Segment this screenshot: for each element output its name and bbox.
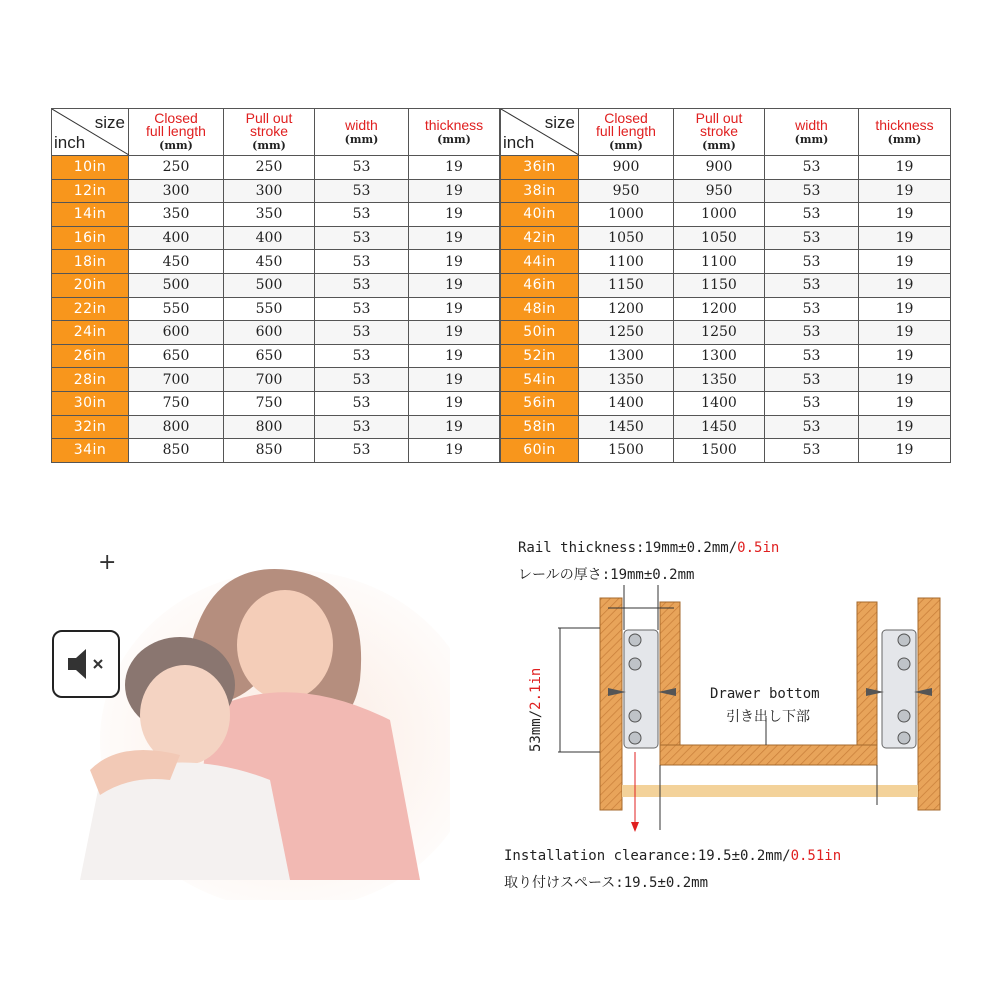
width-cell: 53 xyxy=(765,415,859,439)
pullout-stroke-cell: 1150 xyxy=(674,273,765,297)
header-thickness xyxy=(859,109,951,156)
width-cell: 53 xyxy=(765,273,859,297)
header-unit: (mm) xyxy=(344,132,379,146)
closed-length-cell: 250 xyxy=(129,156,224,180)
width-cell: 53 xyxy=(765,297,859,321)
inch-cell: 38in xyxy=(501,179,579,203)
thickness-cell: 19 xyxy=(409,439,500,463)
inch-cell: 56in xyxy=(501,391,579,415)
closed-length-cell: 950 xyxy=(579,179,674,203)
closed-length-cell: 500 xyxy=(129,273,224,297)
table-row xyxy=(52,415,500,439)
width-cell: 53 xyxy=(765,391,859,415)
thickness-cell: 19 xyxy=(409,156,500,180)
family-photo xyxy=(60,540,450,900)
table-row xyxy=(501,203,951,227)
pullout-stroke-cell: 950 xyxy=(674,179,765,203)
table-header-row xyxy=(52,109,500,156)
closed-length-cell: 1000 xyxy=(579,203,674,227)
header-pullout xyxy=(674,109,765,156)
corner-size-label: size xyxy=(94,113,125,132)
thickness-cell: 19 xyxy=(409,273,500,297)
closed-length-cell: 700 xyxy=(129,368,224,392)
closed-length-cell: 1250 xyxy=(579,321,674,345)
width-cell: 53 xyxy=(765,368,859,392)
table-row xyxy=(501,321,951,345)
thickness-cell: 19 xyxy=(409,297,500,321)
size-table-right xyxy=(500,108,951,463)
corner-inch-label: inch xyxy=(503,133,535,152)
inch-cell: 42in xyxy=(501,226,579,250)
pullout-stroke-cell: 450 xyxy=(224,250,315,274)
header-unit: (mm) xyxy=(887,132,922,146)
header-width-label: width xyxy=(345,116,378,133)
pullout-stroke-cell: 1450 xyxy=(674,415,765,439)
closed-length-cell: 1100 xyxy=(579,250,674,274)
corner-size-label: size xyxy=(544,113,575,132)
width-cell: 53 xyxy=(315,439,409,463)
inch-cell: 26in xyxy=(52,344,129,368)
pullout-stroke-cell: 650 xyxy=(224,344,315,368)
pullout-stroke-cell: 800 xyxy=(224,415,315,439)
header-width xyxy=(765,109,859,156)
thickness-cell: 19 xyxy=(859,226,951,250)
header-pullout-label: Pull out stroke xyxy=(245,110,293,139)
thickness-cell: 19 xyxy=(409,203,500,227)
thickness-cell: 19 xyxy=(859,321,951,345)
thickness-cell: 19 xyxy=(859,344,951,368)
pullout-stroke-cell: 1250 xyxy=(674,321,765,345)
inch-cell: 44in xyxy=(501,250,579,274)
header-closed xyxy=(579,109,674,156)
thickness-cell: 19 xyxy=(859,203,951,227)
pullout-stroke-cell: 750 xyxy=(224,391,315,415)
width-cell: 53 xyxy=(315,179,409,203)
width-cell: 53 xyxy=(315,368,409,392)
width-cell: 53 xyxy=(315,250,409,274)
inch-cell: 54in xyxy=(501,368,579,392)
rail-installation-diagram xyxy=(500,530,1000,900)
inch-cell: 24in xyxy=(52,321,129,345)
inch-cell: 36in xyxy=(501,156,579,180)
inch-cell: 46in xyxy=(501,273,579,297)
thickness-cell: 19 xyxy=(859,297,951,321)
table-row xyxy=(52,156,500,180)
width-cell: 53 xyxy=(315,273,409,297)
closed-length-cell: 1500 xyxy=(579,439,674,463)
closed-length-cell: 1300 xyxy=(579,344,674,368)
speaker-muted-icon[interactable] xyxy=(52,630,120,698)
thickness-cell: 19 xyxy=(859,250,951,274)
width-cell: 53 xyxy=(315,297,409,321)
table-row xyxy=(501,297,951,321)
pullout-stroke-cell: 900 xyxy=(674,156,765,180)
pullout-stroke-cell: 250 xyxy=(224,156,315,180)
inch-cell: 16in xyxy=(52,226,129,250)
table-row xyxy=(52,368,500,392)
width-cell: 53 xyxy=(315,156,409,180)
inch-cell: 60in xyxy=(501,439,579,463)
width-cell: 53 xyxy=(765,321,859,345)
width-cell: 53 xyxy=(315,226,409,250)
inch-cell: 50in xyxy=(501,321,579,345)
header-closed-label: Closed full length xyxy=(146,110,206,139)
header-width-label: width xyxy=(795,116,828,133)
clearance-jp: 取り付けスペース:19.5±0.2mm xyxy=(504,875,709,891)
header-closed-label: Closed full length xyxy=(596,110,656,139)
pullout-stroke-cell: 1100 xyxy=(674,250,765,274)
pullout-stroke-cell: 700 xyxy=(224,368,315,392)
table-row xyxy=(52,391,500,415)
pullout-stroke-cell: 850 xyxy=(224,439,315,463)
thickness-cell: 19 xyxy=(859,273,951,297)
inch-cell: 22in xyxy=(52,297,129,321)
pullout-stroke-cell: 1050 xyxy=(674,226,765,250)
thickness-cell: 19 xyxy=(859,368,951,392)
thickness-cell: 19 xyxy=(859,156,951,180)
thickness-cell: 19 xyxy=(859,439,951,463)
inch-cell: 14in xyxy=(52,203,129,227)
inch-cell: 40in xyxy=(501,203,579,227)
inch-cell: 20in xyxy=(52,273,129,297)
pullout-stroke-cell: 300 xyxy=(224,179,315,203)
header-width xyxy=(315,109,409,156)
inch-cell: 30in xyxy=(52,391,129,415)
width-cell: 53 xyxy=(765,156,859,180)
thickness-cell: 19 xyxy=(409,179,500,203)
header-unit: (mm) xyxy=(252,139,286,152)
inch-cell: 12in xyxy=(52,179,129,203)
header-unit: (mm) xyxy=(702,139,736,152)
header-thickness-label: thickness xyxy=(424,116,484,133)
corner-cell xyxy=(501,109,579,156)
thickness-cell: 19 xyxy=(409,368,500,392)
rail-thickness-jp: レールの厚さ:19mm±0.2mm xyxy=(518,567,695,583)
drawer-bottom-text: Drawer bottom xyxy=(710,686,820,702)
thickness-cell: 19 xyxy=(409,391,500,415)
table-row xyxy=(52,321,500,345)
closed-length-cell: 350 xyxy=(129,203,224,227)
inch-cell: 18in xyxy=(52,250,129,274)
pullout-stroke-cell: 1500 xyxy=(674,439,765,463)
thickness-cell: 19 xyxy=(409,344,500,368)
table-row xyxy=(52,344,500,368)
thickness-cell: 19 xyxy=(859,415,951,439)
table-row xyxy=(501,273,951,297)
width-cell: 53 xyxy=(765,344,859,368)
closed-length-cell: 600 xyxy=(129,321,224,345)
inch-cell: 58in xyxy=(501,415,579,439)
inch-cell: 48in xyxy=(501,297,579,321)
pullout-stroke-cell: 1000 xyxy=(674,203,765,227)
inch-cell: 34in xyxy=(52,439,129,463)
width-cell: 53 xyxy=(765,250,859,274)
pullout-stroke-cell: 600 xyxy=(224,321,315,345)
header-unit: (mm) xyxy=(437,132,471,146)
width-cell: 53 xyxy=(315,203,409,227)
add-icon[interactable]: + xyxy=(98,550,117,575)
pullout-stroke-cell: 1200 xyxy=(674,297,765,321)
height-text: 53mm/2.1in xyxy=(528,667,544,752)
header-unit: (mm) xyxy=(794,132,829,146)
pullout-stroke-cell: 550 xyxy=(224,297,315,321)
header-closed xyxy=(129,109,224,156)
corner-cell xyxy=(52,109,129,156)
width-cell: 53 xyxy=(315,415,409,439)
table-row xyxy=(501,250,951,274)
table-row xyxy=(52,439,500,463)
width-cell: 53 xyxy=(765,439,859,463)
inch-cell: 52in xyxy=(501,344,579,368)
closed-length-cell: 1150 xyxy=(579,273,674,297)
table-row xyxy=(52,226,500,250)
pullout-stroke-cell: 1400 xyxy=(674,391,765,415)
header-unit: (mm) xyxy=(159,139,193,152)
closed-length-cell: 1350 xyxy=(579,368,674,392)
closed-length-cell: 550 xyxy=(129,297,224,321)
table-row xyxy=(501,415,951,439)
corner-inch-label: inch xyxy=(54,133,86,152)
closed-length-cell: 800 xyxy=(129,415,224,439)
width-cell: 53 xyxy=(315,321,409,345)
width-cell: 53 xyxy=(765,179,859,203)
table-row xyxy=(52,297,500,321)
table-header-row xyxy=(501,109,951,156)
closed-length-cell: 1050 xyxy=(579,226,674,250)
closed-length-cell: 900 xyxy=(579,156,674,180)
closed-length-cell: 300 xyxy=(129,179,224,203)
width-cell: 53 xyxy=(315,391,409,415)
thickness-cell: 19 xyxy=(859,391,951,415)
pullout-stroke-cell: 1300 xyxy=(674,344,765,368)
width-cell: 53 xyxy=(765,226,859,250)
table-row xyxy=(501,368,951,392)
inch-cell: 32in xyxy=(52,415,129,439)
thickness-cell: 19 xyxy=(409,415,500,439)
table-row xyxy=(501,226,951,250)
table-row xyxy=(501,391,951,415)
closed-length-cell: 750 xyxy=(129,391,224,415)
pullout-stroke-cell: 500 xyxy=(224,273,315,297)
thickness-cell: 19 xyxy=(409,250,500,274)
header-pullout xyxy=(224,109,315,156)
inch-cell: 28in xyxy=(52,368,129,392)
closed-length-cell: 1450 xyxy=(579,415,674,439)
table-row xyxy=(52,203,500,227)
header-thickness-label: thickness xyxy=(875,116,934,133)
table-row xyxy=(52,179,500,203)
inch-cell: 10in xyxy=(52,156,129,180)
thickness-cell: 19 xyxy=(859,179,951,203)
closed-length-cell: 1200 xyxy=(579,297,674,321)
thickness-cell: 19 xyxy=(409,226,500,250)
closed-length-cell: 1400 xyxy=(579,391,674,415)
closed-length-cell: 400 xyxy=(129,226,224,250)
size-table-left xyxy=(51,108,500,463)
closed-length-cell: 650 xyxy=(129,344,224,368)
table-row xyxy=(501,156,951,180)
table-row xyxy=(501,439,951,463)
drawer-bottom-jp: 引き出し下部 xyxy=(726,709,810,725)
pullout-stroke-cell: 400 xyxy=(224,226,315,250)
width-cell: 53 xyxy=(765,203,859,227)
table-row xyxy=(52,273,500,297)
closed-length-cell: 450 xyxy=(129,250,224,274)
header-unit: (mm) xyxy=(609,139,643,152)
table-row xyxy=(52,250,500,274)
header-pullout-label: Pull out stroke xyxy=(695,110,743,139)
table-row xyxy=(501,179,951,203)
header-thickness xyxy=(409,109,500,156)
pullout-stroke-cell: 1350 xyxy=(674,368,765,392)
clearance-text: Installation clearance:19.5±0.2mm/0.51in xyxy=(504,848,842,864)
rail-thickness-text: Rail thickness:19mm±0.2mm/0.5in xyxy=(518,540,780,556)
table-row xyxy=(501,344,951,368)
pullout-stroke-cell: 350 xyxy=(224,203,315,227)
closed-length-cell: 850 xyxy=(129,439,224,463)
width-cell: 53 xyxy=(315,344,409,368)
thickness-cell: 19 xyxy=(409,321,500,345)
